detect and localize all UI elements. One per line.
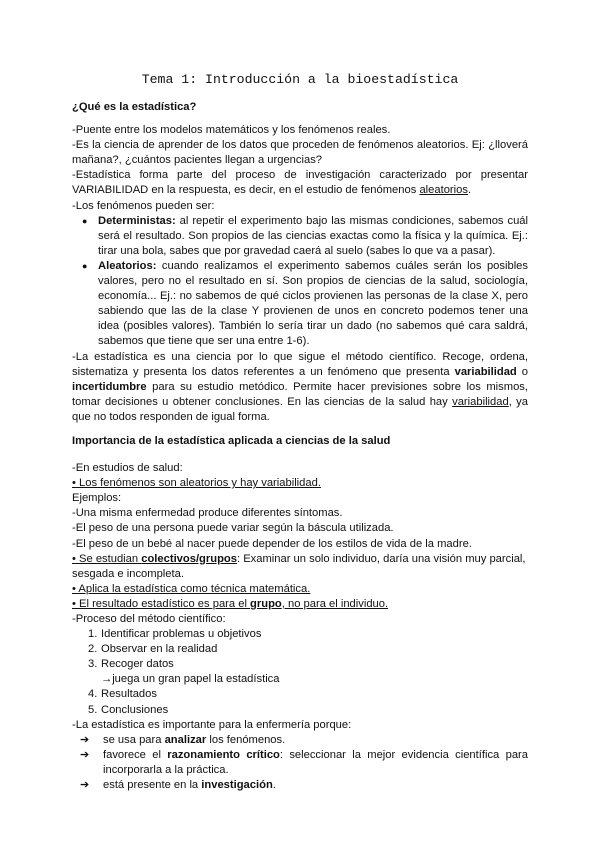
arrow-icon: ➔ [80, 779, 90, 792]
paragraph: • El resultado estadístico es para el grupo, no para el individuo. [72, 597, 389, 610]
list-item: ➔ está presente en la investigación. [72, 778, 528, 793]
list-item: ➔ se usa para analizar los fenómenos. [72, 733, 528, 748]
paragraph: • Los fenómenos son aleatorios y hay variabilidad. [72, 477, 321, 490]
paragraph: -El peso de una persona puede variar según la báscula utilizada. [72, 522, 394, 535]
list-item: 5. Conclusiones [88, 703, 169, 716]
arrow-icon: ➔ [80, 748, 90, 761]
arrow-icon: ➔ [80, 733, 90, 746]
paragraph: • Aplica la estadística como técnica matemática. [72, 582, 311, 595]
list-item: ● Deterministas: al repetir el experimento bajo las mismas condiciones, sabemos cuál será el resultado. Son propios de las ciencias exactas como la física y la química. Ej.: tirar una bola, sabes que por gravedad caerá al suelo (sabes lo que va a pasar). [72, 214, 528, 259]
paragraph: -Estadística forma parte del proceso de investigación caracterizado por presentar VARIABILIDAD en la respuesta, es decir, en el estudio de fenómenos aleatorios. [72, 169, 528, 197]
paragraph: -Proceso del método científico: [72, 613, 226, 625]
paragraph: -Una misma enfermedad produce diferentes síntomas. [72, 507, 343, 520]
phenomena-list [72, 214, 528, 350]
section-heading-what-is-statistics: ¿Qué es la estadística? [72, 101, 197, 113]
paragraph: • Se estudian colectivos/grupos: Examinar un solo individuo, daría una visión muy parcial, sesgada e incompleta. [72, 552, 526, 580]
paragraph: -En estudios de salud: [72, 462, 183, 475]
paragraph: Ejemplos: [72, 492, 122, 505]
list-item: 3. Recoger datos [88, 658, 174, 671]
arrow-note: →juega un gran papel la estadística [101, 673, 280, 686]
scientific-method-steps [72, 627, 528, 718]
list-item: 1. Identificar problemas u objetivos [88, 628, 262, 641]
paragraph: -La estadística es una ciencia por lo que sigue el método científico. Recoge, ordena, sistematiza y presenta los datos referentes a un fenómeno que presenta variabilidad o incertidumbre para su estudio metódico. Permite hacer previsiones sobre los mismos, tomar decisiones u obtener conclusiones. En las ciencias de la salud hay variabilidad, ya que no todos responden de igual forma. [72, 350, 528, 423]
list-item: ➔ favorece el razonamiento crítico: seleccionar la mejor evidencia científica para incorporarla a la práctica. [80, 748, 528, 776]
paragraph: -Los fenómenos pueden ser: [72, 199, 215, 212]
document-title: Tema 1: Introducción a la bioestadística [141, 72, 459, 87]
list-item: 2. Observar en la realidad [88, 643, 218, 656]
paragraph: -El peso de un bebé al nacer puede depender de los estilos de vida de la madre. [72, 537, 472, 550]
paragraph: -La estadística es importante para la enfermería porque: [72, 718, 352, 731]
paragraph: -Puente entre los modelos matemáticos y los fenómenos reales. [72, 124, 391, 137]
paragraph: -Es la ciencia de aprender de los datos que proceden de fenómenos aleatorios. Ej: ¿lloverá mañana?, ¿cuántos pacientes llegan a urgencias? [72, 139, 528, 167]
section-heading-importance: Importancia de la estadística aplicada a ciencias de la salud [72, 434, 391, 447]
document-body [72, 100, 528, 793]
list-item: 4. Resultados [88, 688, 157, 701]
list-item: ● Aleatorios: cuando realizamos el experimento sabemos cuáles serán los posibles valores, pero no el resultado en sí. Son propios de ciencias de la salud, sociología, economía... Ej.: no sabemos de qué ciclos provienen las personas de la clase X, pero sabiendo que las de la clase Y provienen de unos en concreto podemos tener una idea (posibles valores). También lo sería tirar un dado (no sabemos qué cara saldrá, sabemos que tiene que ser una entre 1-6). [72, 259, 528, 350]
nursing-reasons-list [72, 733, 528, 793]
